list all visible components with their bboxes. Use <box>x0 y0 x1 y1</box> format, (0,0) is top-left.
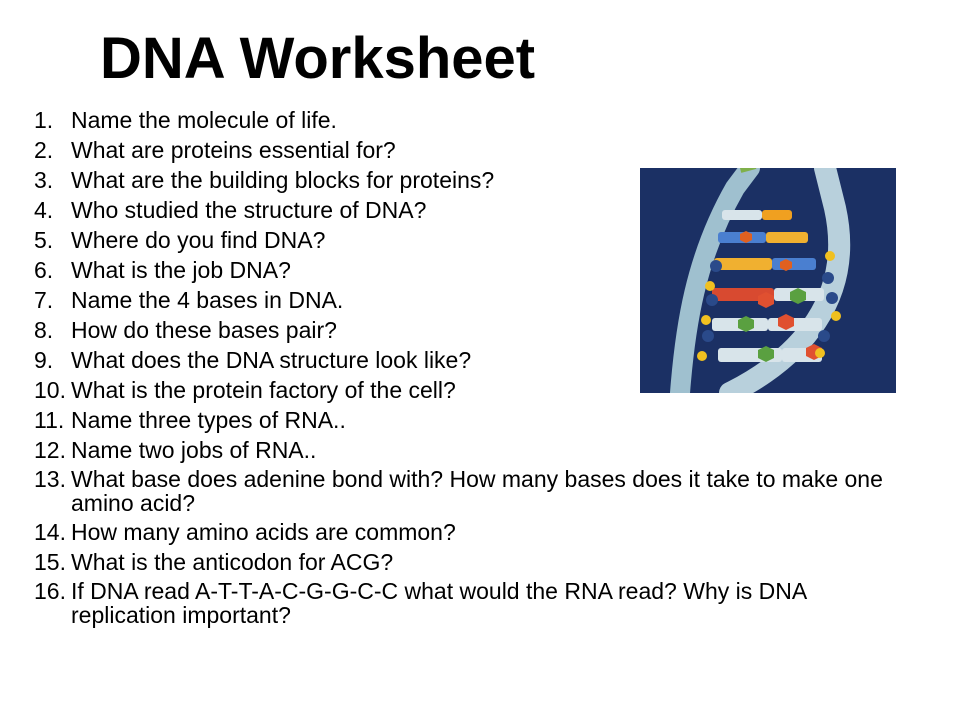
item-number: 9. <box>34 347 54 373</box>
page-title: DNA Worksheet <box>100 26 536 91</box>
item-number: 2. <box>34 137 54 163</box>
item-text: Name the molecule of life. <box>71 107 337 133</box>
list-item <box>34 437 914 464</box>
item-number: 10. <box>34 377 66 403</box>
item-text: If DNA read A-T-T-A-C-G-G-C-C what would the RNA read? Why is DNA replication important? <box>71 578 806 628</box>
item-number: 5. <box>34 227 54 253</box>
item-number: 16. <box>34 578 66 604</box>
dna-double-helix-icon <box>640 168 896 393</box>
item-text: What are proteins essential for? <box>71 137 396 163</box>
list-item <box>34 137 914 164</box>
item-number: 11. <box>34 407 65 433</box>
item-number: 14. <box>34 519 66 545</box>
item-number: 6. <box>34 257 54 283</box>
item-number: 1. <box>34 107 54 133</box>
item-text: Where do you find DNA? <box>71 227 326 253</box>
list-item <box>34 107 914 134</box>
item-text: How do these bases pair? <box>71 317 337 343</box>
item-number: 4. <box>34 197 54 223</box>
list-item <box>34 549 914 576</box>
list-item <box>34 407 914 434</box>
list-item <box>34 467 914 515</box>
item-text: What base does adenine bond with? How many bases does it take to make one amino acid? <box>71 466 883 516</box>
item-number: 8. <box>34 317 54 343</box>
item-number: 12. <box>34 437 66 463</box>
item-text: Name two jobs of RNA.. <box>71 437 317 463</box>
list-item <box>34 579 914 627</box>
item-text: Name three types of RNA.. <box>71 407 346 433</box>
item-text: Name the 4 bases in DNA. <box>71 287 344 313</box>
item-number: 13. <box>34 466 66 492</box>
item-number: 15. <box>34 549 66 575</box>
item-text: What is the job DNA? <box>71 257 291 283</box>
item-text: How many amino acids are common? <box>71 519 456 545</box>
item-text: What does the DNA structure look like? <box>71 347 472 373</box>
item-text: What is the anticodon for ACG? <box>71 549 394 575</box>
item-number: 7. <box>34 287 54 313</box>
item-text: What are the building blocks for proteins? <box>71 167 495 193</box>
item-text: What is the protein factory of the cell? <box>71 377 456 403</box>
item-text: Who studied the structure of DNA? <box>71 197 427 223</box>
item-number: 3. <box>34 167 54 193</box>
list-item <box>34 519 914 546</box>
